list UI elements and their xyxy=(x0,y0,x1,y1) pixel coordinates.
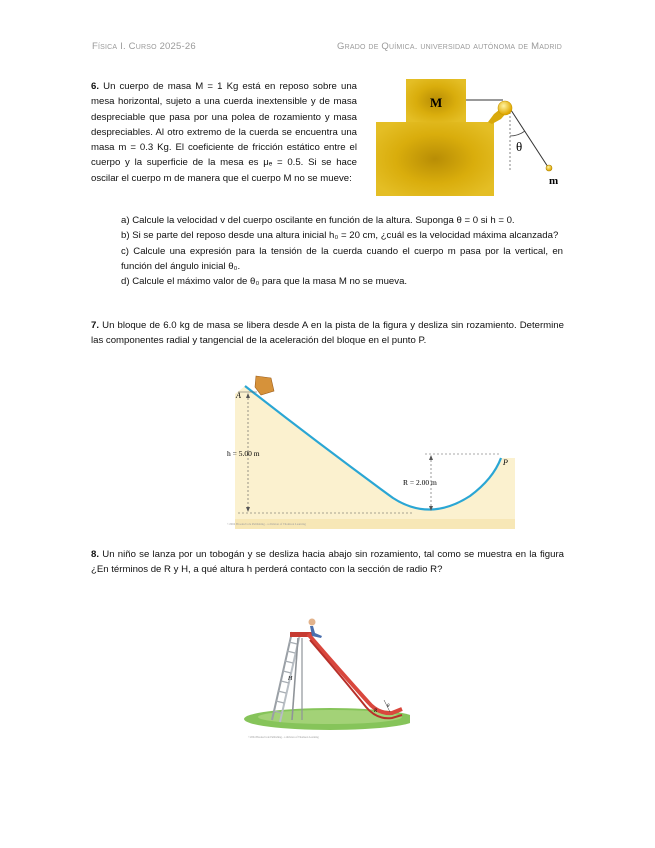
slide-leg xyxy=(292,638,298,720)
problem-6-text: Un cuerpo de masa M = 1 Kg está en reposo sobre una mesa horizontal, sujeto a una cuerda inextensible y de masa despreciable que pasa por una polea de rozamiento y masa despreciables. Al otro extremo de la cuerda se encuentra una masa m = 0.3 Kg. El coeficiente de fricción estático entre el cuerpo y la superficie de la mesa es μₑ = 0.5. Si se hace oscilar el cuerpo m de manera que el cuerpo M no se mueve: xyxy=(91,81,357,184)
problem-7-text: Un bloque de 6.0 kg de masa se libera desde A en la pista de la figura y desliza sin rozamiento. Determine las componentes radial y tangencial de la aceleración del bloque en el punto P. xyxy=(91,320,564,347)
height-label: h = 5.00 m xyxy=(227,449,260,458)
problem-6-statement xyxy=(91,79,357,186)
mass-m-label: m xyxy=(549,175,559,187)
slide-chute xyxy=(308,634,402,713)
mass-m-ball xyxy=(546,165,552,171)
pulley xyxy=(498,101,512,115)
header-degree: Grado de Química. universidad autónoma de Madrid xyxy=(336,41,562,52)
header-course: Física I. Curso 2025-26 xyxy=(92,41,196,52)
point-P-label: P xyxy=(503,458,508,467)
problem-7-number: 7. xyxy=(91,320,100,331)
track-ground xyxy=(235,386,515,529)
radius-label: R = 2.00 m xyxy=(403,478,437,487)
table-block xyxy=(376,122,494,196)
problem-6-number: 6. xyxy=(91,81,100,92)
theta-label: θ xyxy=(387,704,390,709)
problem-7-figure-credit: ©2004 Brooks/Cole Publishing - a division of Thomson Learning xyxy=(227,522,306,526)
problem-6-figure xyxy=(374,78,564,198)
height-H-label: H xyxy=(288,676,293,682)
problem-6-questions xyxy=(121,213,563,289)
problem-8-number: 8. xyxy=(91,549,100,560)
sliding-block xyxy=(255,376,274,395)
child-head xyxy=(309,619,316,626)
theta-arc xyxy=(510,131,525,136)
problem-8-figure xyxy=(240,616,410,740)
radius-arrow-top xyxy=(429,455,433,460)
theta-label: θ xyxy=(516,139,523,154)
problem-7-figure xyxy=(223,374,518,529)
problem-6-item-b: b) Si se parte del reposo desde una altura inicial h₀ = 20 cm, ¿cuál es la velocidad máxima alcanzada? xyxy=(121,230,559,242)
problem-7-statement xyxy=(91,318,564,349)
problem-8-figure-credit: ©2004 Brooks/Cole Publishing - a division of Thomson Learning xyxy=(248,736,319,739)
problem-8-statement xyxy=(91,547,564,578)
problem-6-item-d: d) Calcule el máximo valor de θ₀ para que la masa M no se mueva. xyxy=(121,276,408,288)
point-A-label: A xyxy=(236,391,241,400)
mass-M-label: M xyxy=(430,95,443,110)
problem-8-text: Un niño se lanza por un tobogán y se desliza hacia abajo sin rozamiento, tal como se muestra en la figura ¿En términos de R y H, a qué altura h perderá contacto con la sección de radio R? xyxy=(91,549,564,576)
cord-pendulum xyxy=(509,107,548,167)
radius-R-label: R xyxy=(374,709,378,714)
problem-6-item-c: c) Calcule una expresión para la tensión de la cuerda cuando el cuerpo m pasa por la vertical, en función del ángulo inicial θ₀. xyxy=(121,245,563,272)
problem-6-item-a: a) Calcule la velocidad v del cuerpo oscilante en función de la altura. Suponga θ = 0 si h = 0. xyxy=(121,215,515,226)
